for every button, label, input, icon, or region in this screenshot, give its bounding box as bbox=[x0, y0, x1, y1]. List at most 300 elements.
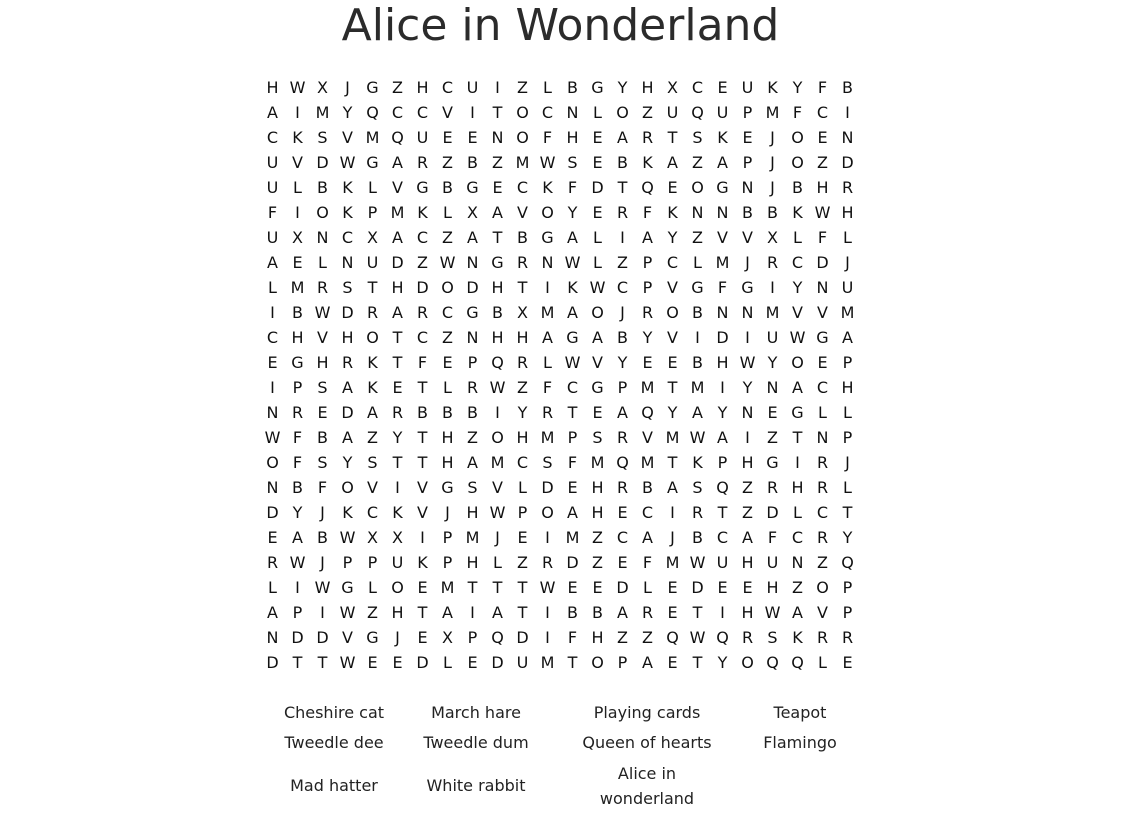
grid-letter[interactable]: R bbox=[616, 428, 629, 447]
grid-letter[interactable]: Q bbox=[691, 103, 704, 122]
grid-letter[interactable]: Z bbox=[392, 78, 403, 97]
grid-letter[interactable]: X bbox=[517, 303, 528, 322]
grid-letter[interactable]: O bbox=[541, 503, 554, 522]
grid-letter[interactable]: Q bbox=[616, 453, 629, 472]
grid-letter[interactable]: D bbox=[516, 628, 529, 647]
grid-letter[interactable]: I bbox=[845, 103, 850, 122]
grid-letter[interactable]: W bbox=[564, 353, 581, 372]
grid-letter[interactable]: A bbox=[617, 128, 628, 147]
grid-letter[interactable]: I bbox=[745, 428, 750, 447]
grid-letter[interactable]: S bbox=[567, 153, 578, 172]
grid-letter[interactable]: E bbox=[567, 578, 578, 597]
grid-letter[interactable]: D bbox=[816, 253, 829, 272]
grid-letter[interactable]: S bbox=[467, 478, 478, 497]
grid-letter[interactable]: M bbox=[765, 103, 780, 122]
grid-letter[interactable]: W bbox=[339, 653, 356, 672]
grid-letter[interactable]: K bbox=[792, 628, 803, 647]
grid-letter[interactable]: N bbox=[841, 128, 854, 147]
grid-letter[interactable]: C bbox=[791, 528, 804, 547]
grid-letter[interactable]: E bbox=[842, 653, 853, 672]
grid-letter[interactable]: P bbox=[742, 103, 753, 122]
grid-letter[interactable]: W bbox=[289, 78, 306, 97]
grid-letter[interactable]: M bbox=[540, 303, 555, 322]
grid-letter[interactable]: E bbox=[667, 603, 678, 622]
grid-letter[interactable]: Z bbox=[617, 628, 628, 647]
grid-letter[interactable]: A bbox=[742, 528, 753, 547]
grid-letter[interactable]: B bbox=[442, 403, 453, 422]
grid-letter[interactable]: K bbox=[342, 203, 353, 222]
grid-letter[interactable]: V bbox=[342, 628, 353, 647]
grid-letter[interactable]: T bbox=[392, 453, 403, 472]
grid-letter[interactable]: I bbox=[295, 578, 300, 597]
grid-letter[interactable]: E bbox=[592, 203, 603, 222]
grid-letter[interactable]: W bbox=[539, 578, 556, 597]
grid-letter[interactable]: L bbox=[493, 553, 502, 572]
grid-letter[interactable]: M bbox=[515, 153, 530, 172]
grid-letter[interactable]: Y bbox=[292, 503, 303, 522]
grid-letter[interactable]: C bbox=[391, 103, 404, 122]
grid-letter[interactable]: P bbox=[617, 653, 628, 672]
grid-letter[interactable]: D bbox=[591, 178, 604, 197]
grid-letter[interactable]: K bbox=[342, 178, 353, 197]
grid-letter[interactable]: F bbox=[292, 428, 303, 447]
grid-letter[interactable]: A bbox=[642, 528, 653, 547]
grid-letter[interactable]: Z bbox=[592, 553, 603, 572]
grid-letter[interactable]: E bbox=[392, 378, 403, 397]
grid-letter[interactable]: Q bbox=[716, 628, 729, 647]
grid-letter[interactable]: F bbox=[292, 453, 303, 472]
grid-letter[interactable]: S bbox=[692, 478, 703, 497]
grid-letter[interactable]: J bbox=[770, 178, 775, 197]
grid-letter[interactable]: W bbox=[339, 153, 356, 172]
grid-letter[interactable]: E bbox=[417, 578, 428, 597]
grid-letter[interactable]: F bbox=[817, 78, 828, 97]
grid-letter[interactable]: E bbox=[492, 178, 503, 197]
grid-letter[interactable]: O bbox=[391, 578, 404, 597]
grid-letter[interactable]: E bbox=[442, 128, 453, 147]
grid-letter[interactable]: B bbox=[517, 228, 528, 247]
grid-letter[interactable]: E bbox=[567, 478, 578, 497]
grid-letter[interactable]: Y bbox=[667, 403, 678, 422]
grid-letter[interactable]: A bbox=[842, 328, 853, 347]
grid-letter[interactable]: V bbox=[667, 328, 678, 347]
grid-letter[interactable]: T bbox=[667, 128, 678, 147]
grid-letter[interactable]: A bbox=[467, 453, 478, 472]
grid-letter[interactable]: B bbox=[292, 478, 303, 497]
grid-letter[interactable]: N bbox=[816, 428, 829, 447]
grid-letter[interactable]: T bbox=[567, 403, 578, 422]
grid-letter[interactable]: E bbox=[517, 528, 528, 547]
grid-letter[interactable]: L bbox=[593, 103, 602, 122]
grid-letter[interactable]: E bbox=[467, 128, 478, 147]
grid-letter[interactable]: T bbox=[492, 228, 503, 247]
grid-letter[interactable]: W bbox=[439, 253, 456, 272]
grid-letter[interactable]: N bbox=[816, 278, 829, 297]
grid-letter[interactable]: O bbox=[591, 303, 604, 322]
grid-letter[interactable]: H bbox=[516, 428, 529, 447]
grid-letter[interactable]: E bbox=[617, 553, 628, 572]
grid-letter[interactable]: P bbox=[442, 553, 453, 572]
grid-letter[interactable]: A bbox=[442, 603, 453, 622]
grid-letter[interactable]: L bbox=[818, 403, 827, 422]
grid-letter[interactable]: V bbox=[667, 278, 678, 297]
grid-letter[interactable]: L bbox=[643, 578, 652, 597]
word-search-grid[interactable] bbox=[260, 75, 860, 675]
grid-letter[interactable]: B bbox=[467, 403, 478, 422]
grid-letter[interactable]: Y bbox=[642, 328, 653, 347]
grid-letter[interactable]: J bbox=[445, 503, 450, 522]
grid-letter[interactable]: E bbox=[592, 403, 603, 422]
grid-letter[interactable]: C bbox=[716, 528, 729, 547]
grid-letter[interactable]: I bbox=[470, 603, 475, 622]
grid-letter[interactable]: K bbox=[367, 353, 378, 372]
grid-letter[interactable]: L bbox=[268, 278, 277, 297]
grid-letter[interactable]: W bbox=[489, 378, 506, 397]
grid-letter[interactable]: I bbox=[695, 328, 700, 347]
grid-letter[interactable]: T bbox=[367, 278, 378, 297]
grid-letter[interactable]: J bbox=[495, 528, 500, 547]
grid-letter[interactable]: A bbox=[492, 203, 503, 222]
grid-letter[interactable]: I bbox=[270, 303, 275, 322]
grid-letter[interactable]: G bbox=[566, 328, 579, 347]
grid-letter[interactable]: P bbox=[517, 503, 528, 522]
grid-letter[interactable]: R bbox=[741, 628, 754, 647]
grid-letter[interactable]: A bbox=[267, 253, 278, 272]
grid-letter[interactable]: I bbox=[270, 378, 275, 397]
grid-letter[interactable]: L bbox=[543, 353, 552, 372]
grid-letter[interactable]: L bbox=[318, 253, 327, 272]
grid-letter[interactable]: C bbox=[541, 103, 554, 122]
grid-letter[interactable]: A bbox=[467, 228, 478, 247]
grid-letter[interactable]: Y bbox=[742, 378, 753, 397]
grid-letter[interactable]: J bbox=[770, 153, 775, 172]
grid-letter[interactable]: M bbox=[840, 303, 855, 322]
grid-letter[interactable]: O bbox=[741, 653, 754, 672]
grid-letter[interactable]: M bbox=[765, 303, 780, 322]
grid-letter[interactable]: R bbox=[341, 353, 354, 372]
grid-letter[interactable]: B bbox=[642, 478, 653, 497]
grid-letter[interactable]: K bbox=[667, 203, 678, 222]
grid-letter[interactable]: S bbox=[317, 378, 328, 397]
grid-letter[interactable]: N bbox=[491, 128, 504, 147]
grid-letter[interactable]: W bbox=[314, 578, 331, 597]
grid-letter[interactable]: Y bbox=[342, 453, 353, 472]
grid-letter[interactable]: Y bbox=[392, 428, 403, 447]
grid-letter[interactable]: H bbox=[441, 428, 454, 447]
grid-letter[interactable]: E bbox=[717, 578, 728, 597]
grid-letter[interactable]: L bbox=[843, 403, 852, 422]
grid-letter[interactable]: M bbox=[590, 453, 605, 472]
grid-letter[interactable]: H bbox=[741, 553, 754, 572]
grid-letter[interactable]: N bbox=[316, 228, 329, 247]
grid-letter[interactable]: C bbox=[416, 103, 429, 122]
grid-letter[interactable]: O bbox=[616, 103, 629, 122]
grid-letter[interactable]: G bbox=[716, 178, 729, 197]
grid-letter[interactable]: B bbox=[692, 528, 703, 547]
grid-letter[interactable]: Q bbox=[666, 628, 679, 647]
grid-letter[interactable]: L bbox=[593, 228, 602, 247]
grid-letter[interactable]: G bbox=[491, 253, 504, 272]
grid-letter[interactable]: P bbox=[367, 203, 378, 222]
grid-letter[interactable]: A bbox=[642, 228, 653, 247]
grid-letter[interactable]: C bbox=[816, 503, 829, 522]
grid-letter[interactable]: Y bbox=[342, 103, 353, 122]
grid-letter[interactable]: Z bbox=[467, 428, 478, 447]
grid-letter[interactable]: P bbox=[842, 603, 853, 622]
grid-letter[interactable]: W bbox=[689, 553, 706, 572]
grid-letter[interactable]: R bbox=[641, 128, 654, 147]
grid-letter[interactable]: Z bbox=[817, 553, 828, 572]
grid-letter[interactable]: D bbox=[416, 653, 429, 672]
grid-letter[interactable]: E bbox=[767, 403, 778, 422]
grid-letter[interactable]: Z bbox=[742, 478, 753, 497]
grid-letter[interactable]: O bbox=[316, 203, 329, 222]
grid-letter[interactable]: Z bbox=[517, 78, 528, 97]
grid-letter[interactable]: A bbox=[792, 378, 803, 397]
grid-letter[interactable]: B bbox=[692, 303, 703, 322]
grid-letter[interactable]: F bbox=[717, 278, 728, 297]
grid-letter[interactable]: Y bbox=[717, 403, 728, 422]
grid-letter[interactable]: H bbox=[391, 278, 404, 297]
grid-letter[interactable]: N bbox=[691, 203, 704, 222]
grid-letter[interactable]: J bbox=[620, 303, 625, 322]
grid-letter[interactable]: R bbox=[841, 628, 854, 647]
grid-letter[interactable]: A bbox=[642, 653, 653, 672]
grid-letter[interactable]: O bbox=[591, 653, 604, 672]
grid-letter[interactable]: H bbox=[441, 453, 454, 472]
grid-letter[interactable]: Z bbox=[517, 378, 528, 397]
grid-letter[interactable]: I bbox=[770, 278, 775, 297]
grid-letter[interactable]: F bbox=[767, 528, 778, 547]
grid-letter[interactable]: R bbox=[816, 628, 829, 647]
grid-letter[interactable]: Q bbox=[716, 478, 729, 497]
grid-letter[interactable]: R bbox=[816, 453, 829, 472]
grid-letter[interactable]: S bbox=[317, 453, 328, 472]
grid-letter[interactable]: Z bbox=[767, 428, 778, 447]
grid-letter[interactable]: N bbox=[266, 478, 279, 497]
grid-letter[interactable]: C bbox=[641, 503, 654, 522]
grid-letter[interactable]: G bbox=[366, 153, 379, 172]
grid-letter[interactable]: D bbox=[341, 403, 354, 422]
grid-letter[interactable]: Q bbox=[491, 628, 504, 647]
grid-letter[interactable]: L bbox=[793, 228, 802, 247]
grid-letter[interactable]: G bbox=[466, 303, 479, 322]
grid-letter[interactable]: Z bbox=[642, 103, 653, 122]
grid-letter[interactable]: P bbox=[617, 378, 628, 397]
grid-letter[interactable]: I bbox=[295, 203, 300, 222]
grid-letter[interactable]: M bbox=[465, 528, 480, 547]
grid-letter[interactable]: V bbox=[442, 103, 453, 122]
grid-letter[interactable]: K bbox=[542, 178, 553, 197]
grid-letter[interactable]: X bbox=[367, 228, 378, 247]
grid-letter[interactable]: V bbox=[717, 228, 728, 247]
grid-letter[interactable]: H bbox=[741, 603, 754, 622]
grid-letter[interactable]: W bbox=[289, 553, 306, 572]
grid-letter[interactable]: C bbox=[616, 528, 629, 547]
grid-letter[interactable]: X bbox=[442, 628, 453, 647]
grid-letter[interactable]: Q bbox=[391, 128, 404, 147]
grid-letter[interactable]: D bbox=[316, 628, 329, 647]
grid-letter[interactable]: W bbox=[539, 153, 556, 172]
grid-letter[interactable]: H bbox=[816, 178, 829, 197]
grid-letter[interactable]: R bbox=[291, 403, 304, 422]
grid-letter[interactable]: R bbox=[841, 178, 854, 197]
grid-letter[interactable]: B bbox=[317, 428, 328, 447]
grid-letter[interactable]: V bbox=[817, 603, 828, 622]
grid-letter[interactable]: Z bbox=[642, 628, 653, 647]
grid-letter[interactable]: A bbox=[717, 153, 728, 172]
grid-letter[interactable]: P bbox=[717, 453, 728, 472]
grid-letter[interactable]: A bbox=[542, 328, 553, 347]
grid-letter[interactable]: L bbox=[518, 478, 527, 497]
grid-letter[interactable]: N bbox=[466, 253, 479, 272]
grid-letter[interactable]: E bbox=[467, 653, 478, 672]
grid-letter[interactable]: H bbox=[466, 503, 479, 522]
grid-letter[interactable]: T bbox=[492, 103, 503, 122]
grid-letter[interactable]: V bbox=[417, 478, 428, 497]
grid-letter[interactable]: W bbox=[689, 628, 706, 647]
grid-letter[interactable]: P bbox=[742, 153, 753, 172]
grid-letter[interactable]: T bbox=[517, 278, 528, 297]
grid-letter[interactable]: X bbox=[292, 228, 303, 247]
grid-letter[interactable]: O bbox=[541, 203, 554, 222]
grid-letter[interactable]: N bbox=[541, 253, 554, 272]
grid-letter[interactable]: T bbox=[692, 653, 703, 672]
grid-letter[interactable]: E bbox=[667, 653, 678, 672]
grid-letter[interactable]: I bbox=[320, 603, 325, 622]
grid-letter[interactable]: I bbox=[620, 228, 625, 247]
grid-letter[interactable]: Z bbox=[492, 153, 503, 172]
grid-letter[interactable]: G bbox=[441, 478, 454, 497]
grid-letter[interactable]: A bbox=[667, 153, 678, 172]
grid-letter[interactable]: T bbox=[667, 453, 678, 472]
grid-letter[interactable]: E bbox=[817, 353, 828, 372]
grid-letter[interactable]: D bbox=[266, 503, 279, 522]
grid-letter[interactable]: N bbox=[766, 378, 779, 397]
grid-letter[interactable]: R bbox=[366, 303, 379, 322]
grid-letter[interactable]: I bbox=[745, 328, 750, 347]
grid-letter[interactable]: H bbox=[766, 578, 779, 597]
grid-letter[interactable]: W bbox=[264, 428, 281, 447]
grid-letter[interactable]: V bbox=[592, 353, 603, 372]
grid-letter[interactable]: E bbox=[667, 578, 678, 597]
grid-letter[interactable]: A bbox=[292, 528, 303, 547]
grid-letter[interactable]: R bbox=[641, 303, 654, 322]
grid-letter[interactable]: F bbox=[267, 203, 278, 222]
grid-letter[interactable]: O bbox=[791, 353, 804, 372]
grid-letter[interactable]: U bbox=[391, 553, 404, 572]
grid-letter[interactable]: Y bbox=[717, 653, 728, 672]
grid-letter[interactable]: Y bbox=[617, 78, 628, 97]
grid-letter[interactable]: P bbox=[292, 378, 303, 397]
grid-letter[interactable]: S bbox=[542, 453, 553, 472]
grid-letter[interactable]: L bbox=[443, 653, 452, 672]
grid-letter[interactable]: D bbox=[341, 303, 354, 322]
grid-letter[interactable]: U bbox=[716, 553, 729, 572]
grid-letter[interactable]: T bbox=[417, 603, 428, 622]
grid-letter[interactable]: Z bbox=[517, 553, 528, 572]
grid-letter[interactable]: Z bbox=[617, 253, 628, 272]
grid-letter[interactable]: W bbox=[339, 528, 356, 547]
grid-letter[interactable]: I bbox=[795, 453, 800, 472]
grid-letter[interactable]: C bbox=[816, 103, 829, 122]
grid-letter[interactable]: H bbox=[516, 328, 529, 347]
grid-letter[interactable]: N bbox=[741, 403, 754, 422]
grid-letter[interactable]: V bbox=[342, 128, 353, 147]
grid-letter[interactable]: R bbox=[816, 478, 829, 497]
grid-letter[interactable]: E bbox=[592, 578, 603, 597]
grid-letter[interactable]: D bbox=[316, 153, 329, 172]
grid-letter[interactable]: O bbox=[791, 153, 804, 172]
grid-letter[interactable]: V bbox=[417, 503, 428, 522]
grid-letter[interactable]: T bbox=[617, 178, 628, 197]
grid-letter[interactable]: O bbox=[266, 453, 279, 472]
grid-letter[interactable]: B bbox=[317, 528, 328, 547]
grid-letter[interactable]: K bbox=[342, 503, 353, 522]
grid-letter[interactable]: G bbox=[691, 278, 704, 297]
grid-letter[interactable]: Q bbox=[841, 553, 854, 572]
grid-letter[interactable]: A bbox=[567, 228, 578, 247]
grid-letter[interactable]: E bbox=[317, 403, 328, 422]
grid-letter[interactable]: Z bbox=[442, 328, 453, 347]
grid-letter[interactable]: H bbox=[566, 128, 579, 147]
grid-letter[interactable]: Z bbox=[367, 603, 378, 622]
grid-letter[interactable]: E bbox=[417, 628, 428, 647]
grid-letter[interactable]: D bbox=[841, 153, 854, 172]
grid-letter[interactable]: D bbox=[491, 653, 504, 672]
grid-letter[interactable]: V bbox=[292, 153, 303, 172]
grid-letter[interactable]: F bbox=[417, 353, 428, 372]
grid-letter[interactable]: M bbox=[290, 278, 305, 297]
grid-letter[interactable]: T bbox=[842, 503, 853, 522]
grid-letter[interactable]: U bbox=[841, 278, 854, 297]
grid-letter[interactable]: V bbox=[817, 303, 828, 322]
grid-letter[interactable]: I bbox=[395, 478, 400, 497]
grid-letter[interactable]: A bbox=[592, 328, 603, 347]
grid-letter[interactable]: A bbox=[617, 603, 628, 622]
grid-letter[interactable]: T bbox=[317, 653, 328, 672]
grid-letter[interactable]: A bbox=[717, 428, 728, 447]
grid-letter[interactable]: A bbox=[567, 503, 578, 522]
grid-letter[interactable]: K bbox=[292, 128, 303, 147]
grid-letter[interactable]: C bbox=[791, 253, 804, 272]
grid-letter[interactable]: E bbox=[617, 503, 628, 522]
grid-letter[interactable]: D bbox=[391, 253, 404, 272]
grid-letter[interactable]: T bbox=[517, 603, 528, 622]
grid-letter[interactable]: G bbox=[766, 453, 779, 472]
grid-letter[interactable]: R bbox=[466, 378, 479, 397]
grid-letter[interactable]: F bbox=[542, 378, 553, 397]
grid-letter[interactable]: I bbox=[545, 603, 550, 622]
grid-letter[interactable]: K bbox=[717, 128, 728, 147]
grid-letter[interactable]: D bbox=[766, 503, 779, 522]
grid-letter[interactable]: G bbox=[291, 353, 304, 372]
grid-letter[interactable]: L bbox=[368, 578, 377, 597]
grid-letter[interactable]: A bbox=[617, 403, 628, 422]
grid-letter[interactable]: O bbox=[491, 428, 504, 447]
grid-letter[interactable]: X bbox=[467, 203, 478, 222]
grid-letter[interactable]: G bbox=[466, 178, 479, 197]
grid-letter[interactable]: N bbox=[716, 203, 729, 222]
grid-letter[interactable]: Q bbox=[791, 653, 804, 672]
grid-letter[interactable]: H bbox=[591, 628, 604, 647]
grid-letter[interactable]: M bbox=[540, 653, 555, 672]
grid-letter[interactable]: C bbox=[616, 278, 629, 297]
grid-letter[interactable]: R bbox=[516, 253, 529, 272]
grid-letter[interactable]: U bbox=[766, 328, 779, 347]
grid-letter[interactable]: O bbox=[366, 328, 379, 347]
grid-letter[interactable]: T bbox=[292, 653, 303, 672]
